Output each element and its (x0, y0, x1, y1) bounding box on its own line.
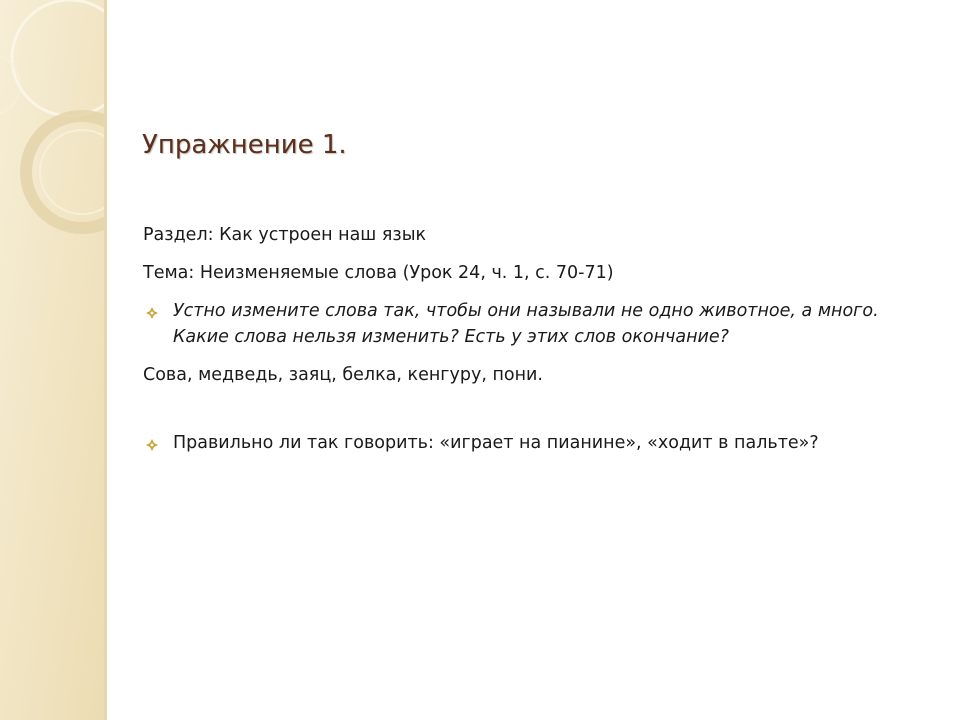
diamond-bullet-icon (146, 307, 158, 319)
sidebar-panel (0, 0, 104, 720)
section-line: Раздел: Как устроен наш язык (143, 225, 427, 245)
topic-line: Тема: Неизменяемые слова (Урок 24, ч. 1, с. 70-71) (143, 263, 614, 283)
slide-body (143, 222, 923, 468)
bullet-item-task (143, 298, 923, 350)
words-line: Сова, медведь, заяц, белка, кенгуру, пони. (143, 365, 543, 385)
bullet-task-text: Устно измените слова так, чтобы они называли не одно животное, а много. Какие слова нельзя изменить? Есть у этих слов окончание? (173, 301, 879, 347)
bullet-item-question (143, 430, 923, 456)
slide-title: Упражнение 1. (142, 130, 347, 160)
spacer (143, 400, 923, 430)
diamond-bullet-icon (146, 439, 158, 451)
decorative-rings (0, 0, 104, 720)
bullet-question-text: Правильно ли так говорить: «играет на пианине», «ходит в пальте»? (173, 433, 819, 453)
sidebar-edge (104, 0, 107, 720)
